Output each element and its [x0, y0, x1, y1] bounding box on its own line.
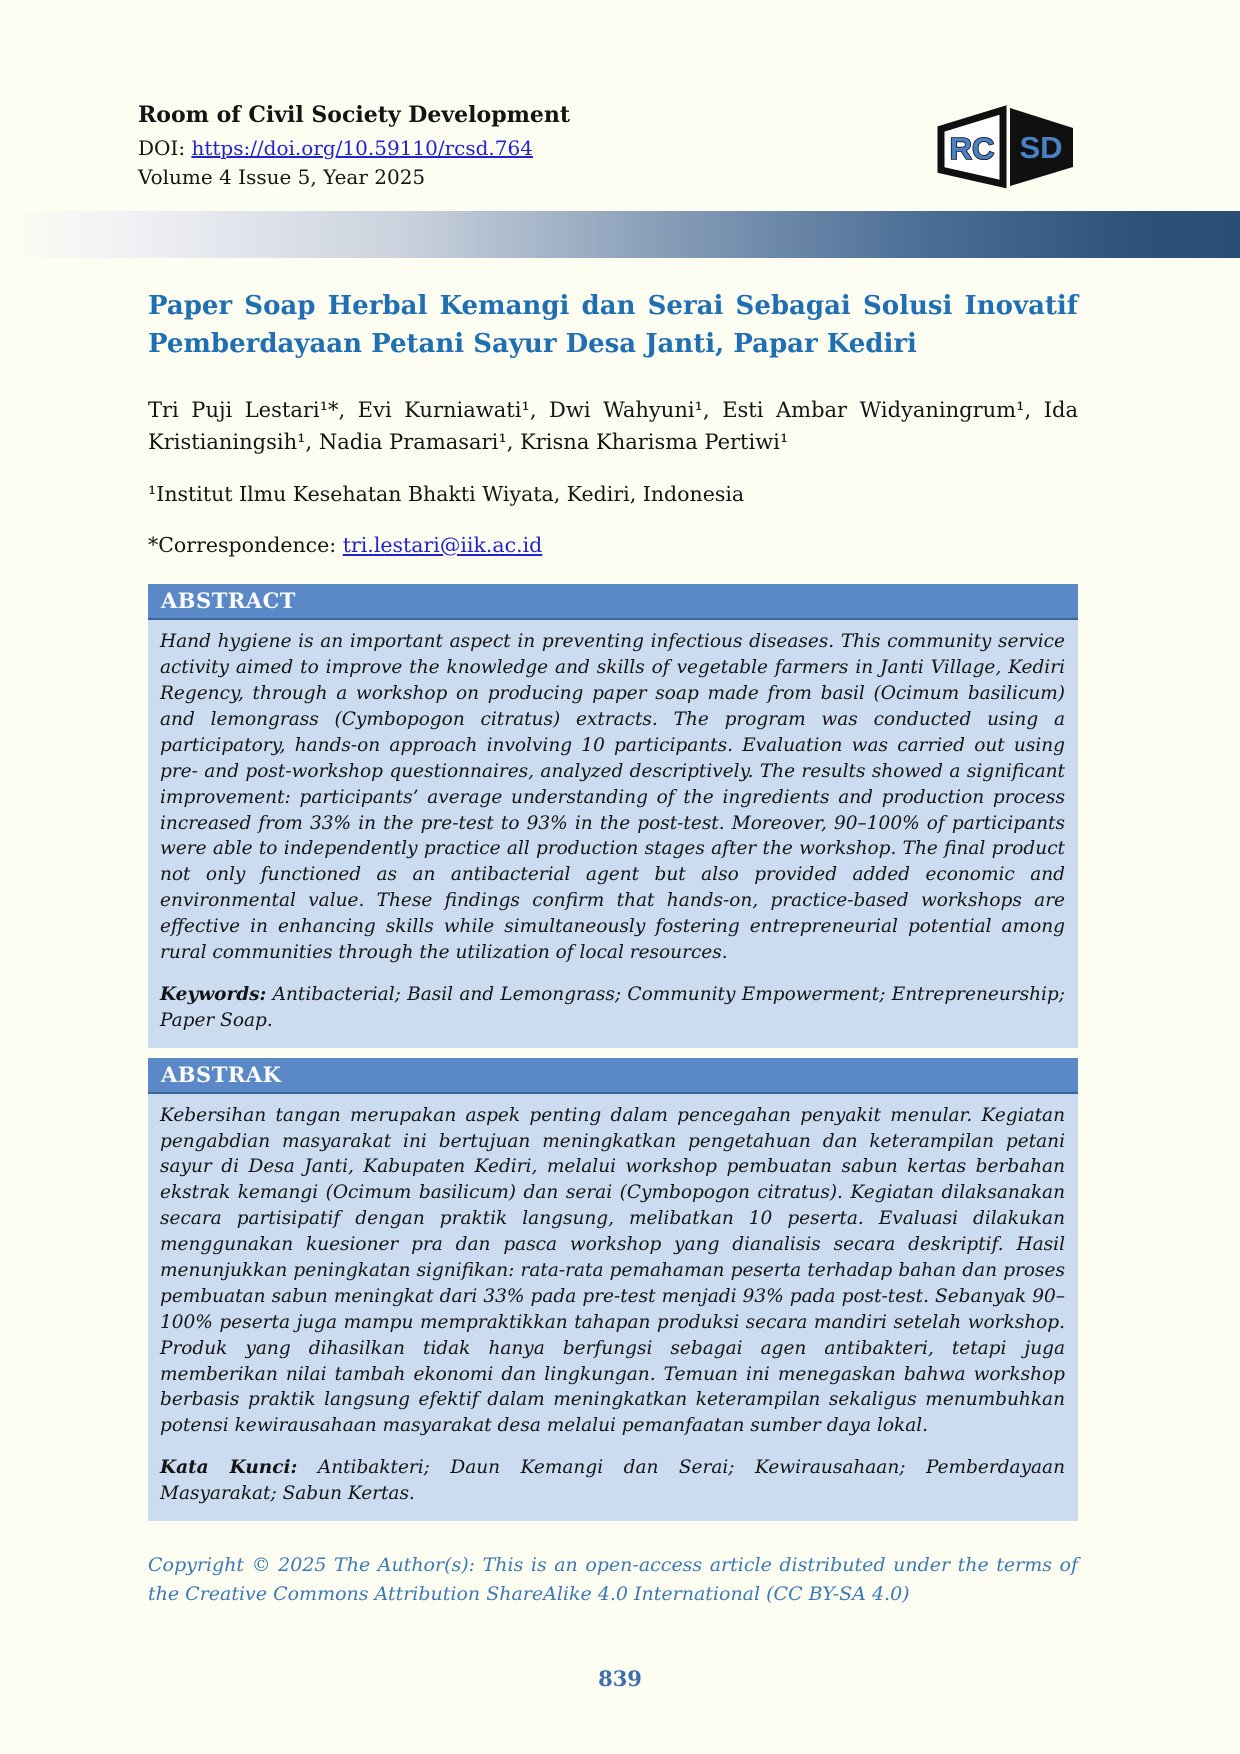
article-title: Paper Soap Herbal Kemangi dan Serai Sebagai Solusi Inovatif Pemberdayaan Petani Sayur Desa Janti, Papar Kediri	[148, 291, 1078, 359]
correspondence-email-link[interactable]: tri.lestari@iik.ac.id	[342, 532, 543, 557]
abstract-section	[148, 584, 1078, 1047]
abstract-heading: ABSTRACT	[148, 584, 1078, 620]
keywords-label: Keywords:	[160, 983, 267, 1005]
abstrak-section	[148, 1058, 1078, 1521]
journal-logo	[930, 98, 1080, 198]
kata-kunci-label: Kata Kunci:	[160, 1457, 298, 1479]
copyright-notice: Copyright © 2025 The Author(s): This is an open-access article distributed under the terms of the Creative Commons Attribution ShareAlike 4.0 International (CC BY-SA 4.0)	[148, 1554, 1078, 1605]
article-content	[0, 258, 1240, 1521]
journal-meta	[138, 100, 570, 192]
header-gradient-divider	[0, 211, 1240, 258]
abstrak-text: Kebersihan tangan merupakan aspek penting dalam pencegahan penyakit menular. Kegiatan pengabdian masyarakat ini bertujuan meningkatkan pengetahuan dan keterampilan petani sayur di Desa Janti, Kabupaten Kediri, melalui workshop pembuatan sabun kertas berbahan ekstrak kemangi (Ocimum basilicum) dan serai (Cymbopogon citratus). Kegiatan dilaksanakan secara partisipatif dengan praktik langsung, melibatkan 10 peserta. Evaluasi dilakukan menggunakan kuesioner pra dan pasca workshop yang dianalisis secara deskriptif. Hasil menunjukkan peningkatan signifikan: rata-rata pemahaman peserta terhadap bahan dan proses pembuatan sabun meningkat dari 33% pada pre-test menjadi 93% pada post-test. Sebanyak 90–100% peserta juga mampu mempraktikkan tahapan produksi secara mandiri setelah workshop. Produk yang dihasilkan tidak hanya berfungsi sebagai agen antibakteri, tetapi juga memberikan nilai tambah ekonomi dan lingkungan. Temuan ini menegaskan bahwa workshop berbasis praktik langsung efektif dalam meningkatkan keterampilan sekaligus menumbuhkan potensi kewirausahaan masyarakat desa melalui pemanfaatan sumber daya lokal.	[160, 1104, 1065, 1437]
correspondence-line	[148, 531, 1078, 561]
doi-line	[138, 134, 570, 163]
page-header	[0, 0, 1240, 198]
keywords-text: Antibacterial; Basil and Lemongrass; Community Empowerment; Entrepreneurship; Paper Soap.	[160, 983, 1065, 1031]
authors-line: Tri Puji Lestari¹*, Evi Kurniawati¹, Dwi Wahyuni¹, Esti Ambar Widyaningrum¹, Ida Kristianingsih¹, Nadia Pramasari¹, Krisna Kharisma Pertiwi¹	[148, 398, 1078, 454]
affiliation-line: ¹Institut Ilmu Kesehatan Bhakti Wiyata, Kediri, Indonesia	[148, 482, 745, 507]
logo-letters-rc: RC	[949, 131, 995, 166]
abstract-body	[148, 620, 1078, 1047]
doi-link[interactable]: https://doi.org/10.59110/rcsd.764	[191, 135, 533, 160]
volume-line: Volume 4 Issue 5, Year 2025	[138, 164, 426, 189]
correspondence-label: *Correspondence:	[148, 532, 343, 557]
abstrak-heading: ABSTRAK	[148, 1058, 1078, 1094]
journal-name: Room of Civil Society Development	[138, 102, 571, 128]
kata-kunci-text: Antibakteri; Daun Kemangi dan Serai; Kewirausahaan; Pemberdayaan Masyarakat; Sabun Kertas.	[160, 1457, 1065, 1505]
doi-label: DOI:	[138, 135, 192, 160]
rcsd-logo-graphic	[930, 98, 1080, 194]
keywords-line	[160, 982, 1065, 1034]
logo-letters-sd: SD	[1019, 130, 1063, 165]
page-number: 839	[598, 1666, 642, 1692]
abstract-text: Hand hygiene is an important aspect in preventing infectious diseases. This community service activity aimed to improve the knowledge and skills of vegetable farmers in Janti Village, Kediri Regency, through a workshop on producing paper soap made from basil (Ocimum basilicum) and lemongrass (Cymbopogon citratus) extracts. The program was conducted using a participatory, hands-on approach involving 10 participants. Evaluation was carried out using pre- and post-workshop questionnaires, analyzed descriptively. The results showed a significant improvement: participants’ average understanding of the ingredients and production process increased from 33% in the pre-test to 93% in the post-test. Moreover, 90–100% of participants were able to independently practice all production stages after the workshop. The final product not only functioned as an antibacterial agent but also provided added economic and environmental value. These findings confirm that hands-on, practice-based workshops are effective in enhancing skills while simultaneously fostering entrepreneurial potential among rural communities through the utilization of local resources.	[160, 631, 1065, 963]
kata-kunci-line	[160, 1455, 1065, 1507]
abstrak-body	[148, 1094, 1078, 1521]
